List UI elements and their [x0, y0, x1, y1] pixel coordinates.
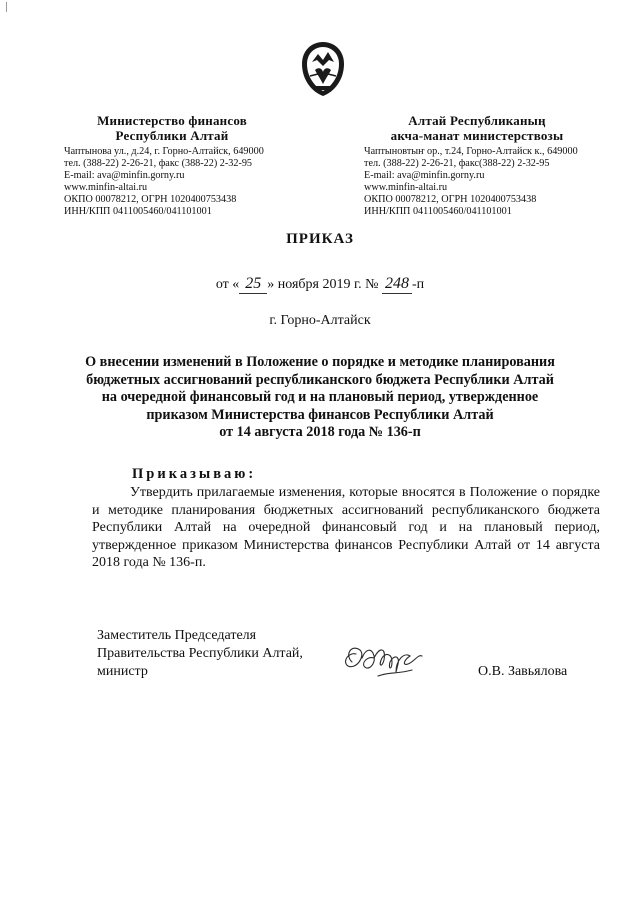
contact-email: E-mail: ava@minfin.gorny.ru [64, 170, 185, 181]
org-name-ru-line: Республики Алтай [115, 128, 229, 143]
contact-address: Чаптыновтыҥ ор., т.24, Горно-Алтайск к., 649000 [364, 146, 578, 157]
org-name-alt-line: акча-манат министерствозы [390, 128, 564, 143]
scan-edge-mark [6, 2, 7, 12]
contact-okpo: ОКПО 00078212, ОГРН 1020400753438 [64, 194, 237, 205]
contact-inn: ИНН/КПП 0411005460/041101001 [364, 206, 512, 217]
contact-okpo: ОКПО 00078212, ОГРН 1020400753438 [364, 194, 537, 205]
contact-phone: тел. (388-22) 2-26-21, факс (388-22) 2-32-95 [64, 158, 253, 169]
contacts-alt [364, 146, 578, 218]
date-middle: » ноября 2019 г. № [267, 277, 383, 292]
contact-phone: тел. (388-22) 2-26-21, факс(388-22) 2-32-95 [364, 158, 550, 169]
republic-emblem-icon [298, 40, 348, 98]
contact-website: www.minfin-altai.ru [364, 182, 448, 193]
handwritten-signature-icon [338, 636, 438, 686]
city-name: г. Горно-Алтайск [269, 313, 371, 328]
order-heading-line: бюджетных ассигнований республиканского бюджета Республики Алтай [86, 371, 554, 388]
contact-email: E-mail: ava@minfin.gorny.ru [364, 170, 485, 181]
signatory-position-line: Правительства Республики Алтай, [97, 646, 303, 661]
date-prefix: от « [215, 277, 240, 292]
order-heading-line: от 14 августа 2018 года № 136-п [219, 424, 421, 440]
contact-website: www.minfin-altai.ru [64, 182, 148, 193]
date-day-handwritten: 25 [239, 275, 267, 294]
order-directive-word: Приказываю: [132, 466, 257, 482]
contact-inn: ИНН/КПП 0411005460/041101001 [64, 206, 212, 217]
org-name-ru-line: Министерство финансов [97, 113, 247, 128]
order-heading [80, 354, 560, 442]
signatory-name: О.В. Завьялова [478, 664, 568, 679]
contacts-ru [64, 146, 264, 218]
signatory-position-line: Заместитель Председателя [97, 628, 257, 643]
order-number-handwritten: 248 [382, 275, 412, 294]
signatory-position-line: министр [97, 664, 148, 679]
org-name-alt [362, 113, 592, 143]
order-body-text: Утвердить прилагаемые изменения, которые вносятся в Положение о порядке и методике планирования бюджетных ассигнований республиканского бюджета Республики Алтай на очередной финансовый год и на плановый период, утвержденное приказом Министерства финансов Республики Алтай от 14 августа 2018 года № 136-п. [92, 485, 600, 570]
order-number-suffix: -п [412, 277, 425, 292]
signatory-position [97, 627, 303, 681]
order-heading-line: О внесении изменений в Положение о порядке и методике планирования [85, 354, 555, 370]
contact-address: Чаптынова ул., д.24, г. Горно-Алтайск, 649000 [64, 146, 264, 157]
order-heading-line: приказом Министерства финансов Республики Алтай [146, 406, 494, 423]
org-name-alt-line: Алтай Республиканың [408, 113, 546, 128]
document-title: ПРИКАЗ [286, 231, 354, 247]
order-heading-line: на очередной финансовый год и на плановый период, утвержденное [101, 389, 539, 405]
date-line [0, 275, 640, 294]
org-name-ru [62, 113, 282, 143]
